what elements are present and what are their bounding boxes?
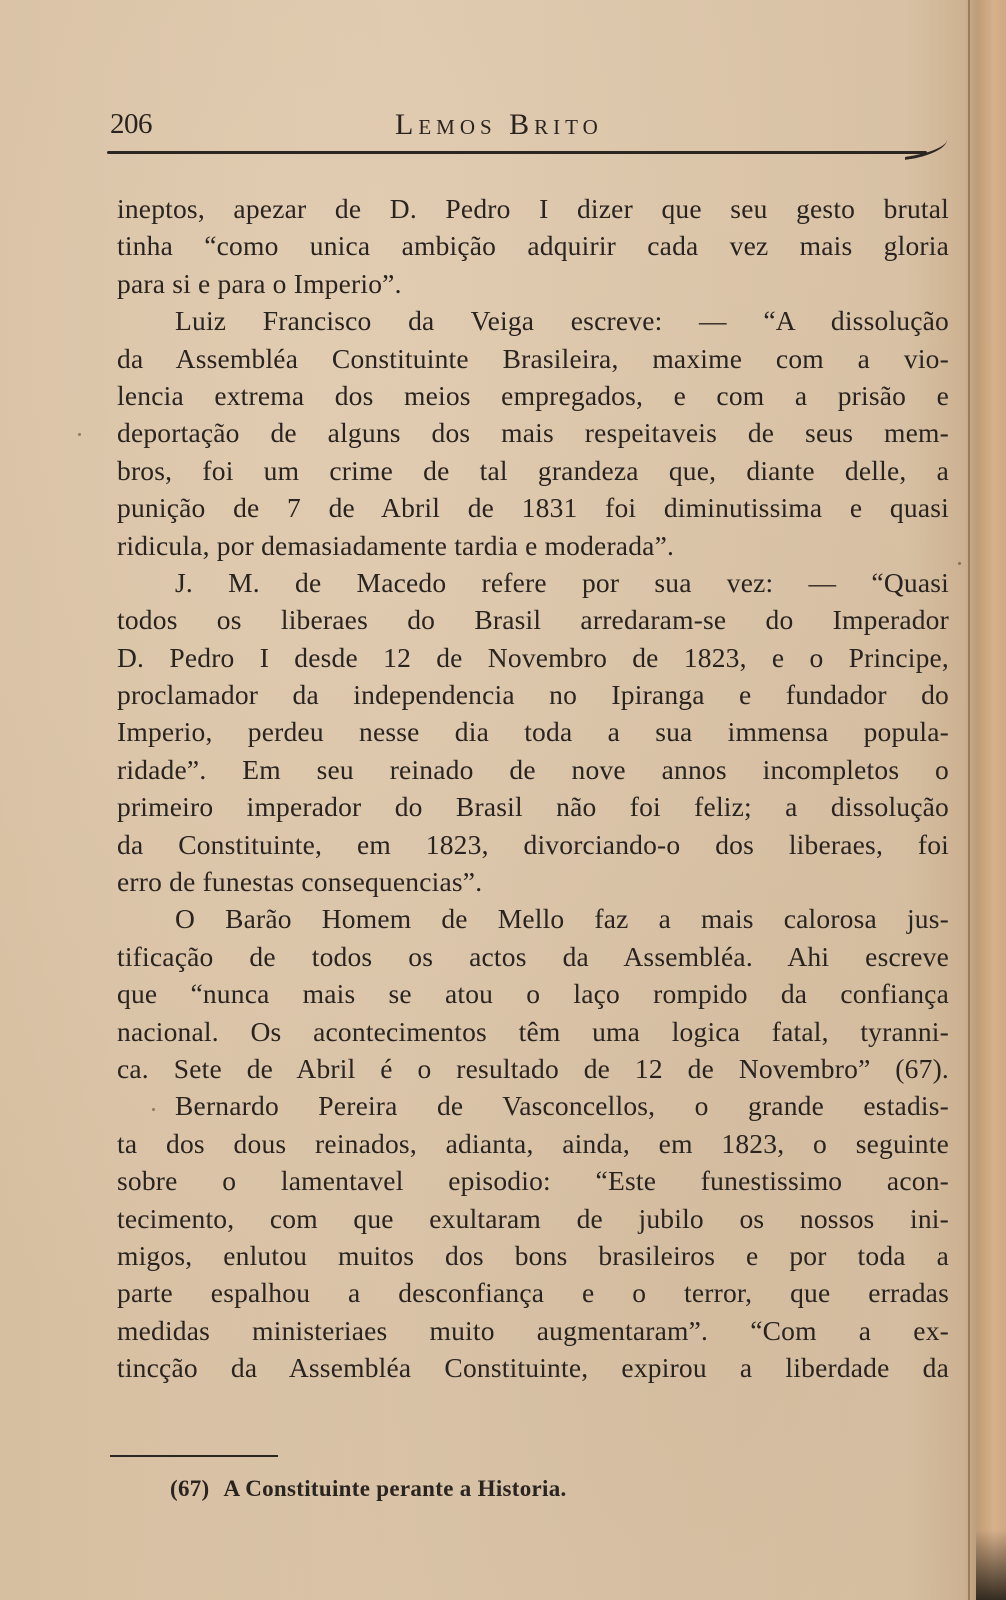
text-line: erro de funestas consequencias”. [117, 866, 483, 898]
text-line: ca. Sete de Abril é o resultado de 12 de Novembro” (67). [117, 1052, 949, 1084]
text-line: lencia extrema dos meios empregados, e com a prisão e [117, 379, 949, 411]
text-line: tincção da Assembléa Constituinte, expirou a liberdade da [117, 1352, 949, 1384]
footnote-mark: (67) [170, 1476, 210, 1501]
paper-speck [78, 433, 81, 436]
text-line: ridicula, por demasiadamente tardia e moderada”. [117, 529, 675, 561]
text-line: que “nunca mais se atou o laço rompido da confiança [117, 978, 949, 1010]
text-line: nacional. Os acontecimentos têm uma logica fatal, tyranni- [117, 1015, 949, 1047]
text-line: bros, foi um crime de tal grandeza que, diante delle, a [117, 454, 949, 486]
text-line: para si e para o Imperio”. [117, 267, 402, 299]
footnote-text: A Constituinte perante a Historia. [223, 1476, 567, 1501]
text-line: tecimento, com que exultaram de jubilo os nossos ini- [117, 1202, 949, 1234]
text-line: D. Pedro I desde 12 de Novembro de 1823, e o Principe, [117, 641, 949, 673]
page-corner-shadow [976, 1530, 1006, 1600]
footnote [170, 1476, 567, 1502]
text-line: medidas ministeriaes muito augmentaram”. “Com a ex- [117, 1314, 949, 1346]
text-line: tificação de todos os actos da Assembléa. Ahi escreve [117, 940, 949, 972]
paper-speck [958, 562, 961, 565]
paragraph-start-line: Luiz Francisco da Veiga escreve: — “A dissolução [175, 305, 949, 337]
text-line: parte espalhou a desconfiança e o terror, que erradas [117, 1277, 949, 1309]
body-text [117, 190, 957, 1387]
text-line: da Assembléa Constituinte Brasileira, maxime com a vio- [117, 342, 949, 374]
paragraph-start-line: J. M. de Macedo refere por sua vez: — “Quasi [175, 566, 949, 598]
page-number: 206 [110, 108, 152, 140]
text-line: sobre o lamentavel episodio: “Este funestissimo acon- [117, 1165, 949, 1197]
paper-speck [152, 1108, 155, 1111]
text-line: da Constituinte, em 1823, divorciando-o dos liberaes, foi [117, 828, 949, 860]
page-gutter-line [968, 0, 970, 1600]
paragraph-start-line: Bernardo Pereira de Vasconcellos, o grande estadis- [175, 1090, 949, 1122]
text-line: Imperio, perdeu nesse dia toda a sua immensa popula- [117, 716, 949, 748]
header-rule [107, 151, 927, 154]
text-line: ta dos dous reinados, adianta, ainda, em 1823, o seguinte [117, 1127, 949, 1159]
text-line: ridade”. Em seu reinado de nove annos incompletos o [117, 753, 949, 785]
text-line: ineptos, apezar de D. Pedro I dizer que seu gesto brutal [117, 193, 949, 224]
text-line: migos, enlutou muitos dos bons brasileiros e por toda a [117, 1239, 949, 1271]
text-line: tinha “como unica ambição adquirir cada vez mais gloria [117, 230, 949, 262]
page-header [110, 108, 945, 148]
running-title: Lemos Brito [395, 108, 603, 141]
text-line: todos os liberaes do Brasil arredaram-se do Imperador [117, 604, 949, 636]
text-line: proclamador da independencia no Ipiranga e fundador do [117, 679, 949, 711]
text-line: deportação de alguns dos mais respeitaveis de seus mem- [117, 417, 949, 449]
footnote-rule [110, 1455, 278, 1457]
page-edge [964, 0, 1006, 1600]
text-line: punição de 7 de Abril de 1831 foi diminutissima e quasi [117, 492, 949, 524]
text-line: primeiro imperador do Brasil não foi feliz; a dissolução [117, 791, 949, 823]
paragraph-start-line: O Barão Homem de Mello faz a mais calorosa jus- [175, 903, 949, 935]
